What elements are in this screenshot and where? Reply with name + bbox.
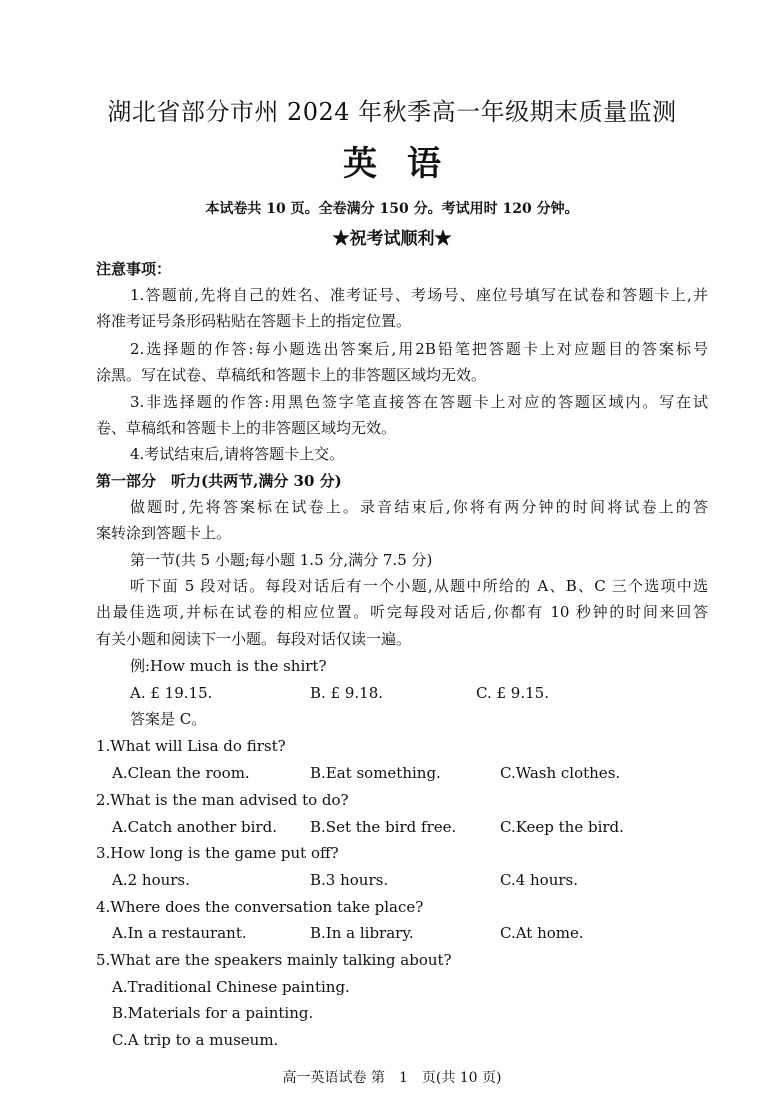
q4-option-b: B.In a library.	[310, 924, 414, 942]
section1-directions-line-3: 有关小题和阅读下一小题。每段对话仅读一遍。	[96, 630, 412, 648]
note-2-line-2: 涂黑。写在试卷、草稿纸和答题卡上的非答题区域均无效。	[96, 366, 487, 384]
note-3-line-2: 卷、草稿纸和答题卡上的非答题区域均无效。	[96, 419, 397, 437]
q4-option-a: A.In a restaurant.	[112, 924, 247, 942]
part1-intro-line-2: 案转涂到答题卡上。	[96, 524, 232, 542]
q4-option-c: C.At home.	[500, 924, 584, 942]
question-1: 1.What will Lisa do first?	[96, 737, 286, 755]
exam-title: 湖北省部分市州 2024 年秋季高一年级期末质量监测	[107, 98, 677, 126]
page-footer: 高一英语试卷 第 1 页(共 10 页)	[282, 1070, 502, 1086]
exam-info: 本试卷共 10 页。全卷满分 150 分。考试用时 120 分钟。	[205, 201, 579, 217]
q5-option-a: A.Traditional Chinese painting.	[112, 978, 350, 996]
q1-option-a: A.Clean the room.	[112, 764, 250, 782]
notes-heading: 注意事项：	[96, 260, 172, 278]
question-2: 2.What is the man advised to do?	[96, 791, 349, 809]
q5-option-c: C.A trip to a museum.	[112, 1031, 279, 1049]
section1-directions-line-1: 听下面 5 段对话。每段对话后有一个小题,从题中所给的 A、B、C 三个选项中选	[130, 577, 708, 595]
part1-heading: 第一部分 听力(共两节,满分 30 分)	[96, 472, 342, 490]
section1-directions-line-2: 出最佳选项,并标在试卷的相应位置。听完每段对话后,你都有 10 秒钟的时间来回答	[96, 603, 708, 621]
part1-intro-line-1: 做题时,先将答案标在试卷上。录音结束后,你将有两分钟的时间将试卷上的答	[130, 498, 708, 516]
note-2-line-1: 2.选择题的作答:每小题选出答案后,用2B铅笔把答题卡上对应题目的答案标号	[130, 340, 708, 358]
q2-option-b: B.Set the bird free.	[310, 818, 457, 836]
question-5: 5.What are the speakers mainly talking about?	[96, 951, 452, 969]
example-question: 例:How much is the shirt?	[130, 657, 327, 675]
q2-option-a: A.Catch another bird.	[112, 818, 277, 836]
question-4: 4.Where does the conversation take place?	[96, 898, 424, 916]
example-answer: 答案是 C。	[130, 710, 207, 728]
section1-heading: 第一节(共 5 小题;每小题 1.5 分,满分 7.5 分)	[130, 551, 433, 569]
q1-option-c: C.Wash clothes.	[500, 764, 621, 782]
example-option-b: B. £ 9.18.	[310, 684, 384, 702]
example-option-c: C. £ 9.15.	[476, 684, 549, 702]
note-4: 4.考试结束后,请将答题卡上交。	[130, 445, 345, 463]
subject-title: 英语	[343, 144, 471, 184]
question-3: 3.How long is the game put off?	[96, 844, 339, 862]
note-3-line-1: 3.非选择题的作答:用黑色签字笔直接答在答题卡上对应的答题区域内。写在试	[130, 393, 708, 411]
good-luck-banner: ★祝考试顺利★	[332, 229, 452, 249]
note-1-line-2: 将准考证号条形码粘贴在答题卡上的指定位置。	[96, 312, 412, 330]
note-1-line-1: 1.答题前,先将自己的姓名、准考证号、考场号、座位号填写在试卷和答题卡上,并	[130, 286, 708, 304]
q3-option-b: B.3 hours.	[310, 871, 389, 889]
q3-option-a: A.2 hours.	[112, 871, 190, 889]
q2-option-c: C.Keep the bird.	[500, 818, 624, 836]
example-option-a: A. £ 19.15.	[130, 684, 213, 702]
q1-option-b: B.Eat something.	[310, 764, 441, 782]
q5-option-b: B.Materials for a painting.	[112, 1004, 314, 1022]
q3-option-c: C.4 hours.	[500, 871, 579, 889]
